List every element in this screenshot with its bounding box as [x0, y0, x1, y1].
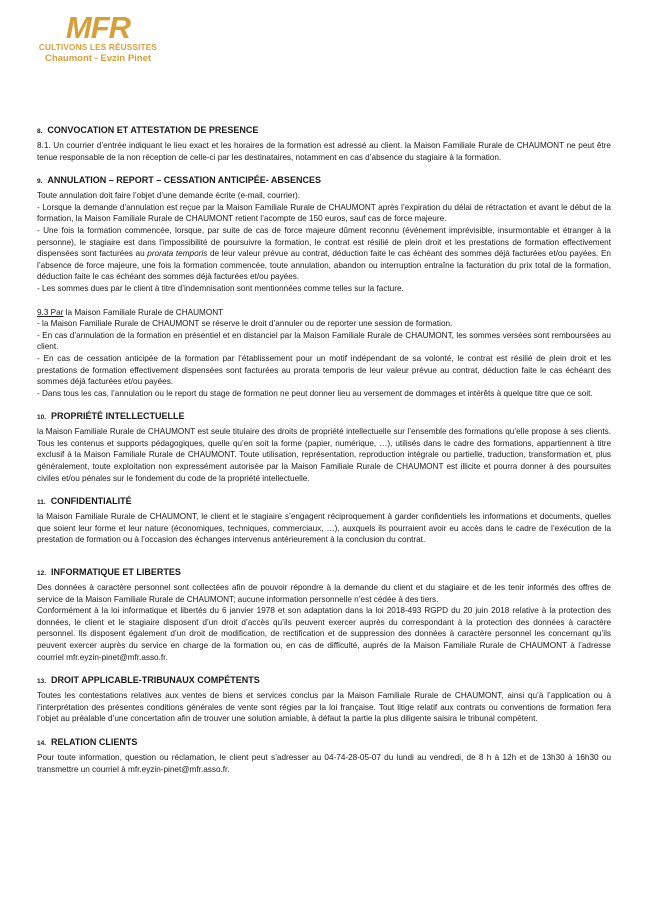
section-heading: RELATION CLIENTS: [51, 736, 138, 747]
text-run: - Une fois la formation commencée, lorsque, par suite de cas de force majeure dûment reconnu (événement imprévisible, insurmontable et étranger à la personne), le stagiaire est dans l’impossibilité de poursuivre la formation, le contrat est résilié de plein droit et les prestations de formation effectivement dispensées sont facturées au: [37, 225, 611, 259]
subsection-heading: la Maison Familiale Rurale de CHAUMONT: [63, 307, 224, 317]
section-heading: PROPRIÉTÉ INTELLECTUELLE: [51, 411, 185, 422]
paragraph: Des données à caractère personnel sont collectées afin de pouvoir répondre à la demande du client et du stagiaire et de les tenir informés des offres de service de la Maison Familiale Rurale de CHAUMONT; aucune information personnelle n’est cédée à des tiers.: [37, 583, 611, 604]
section-title: [37, 124, 611, 138]
paragraph: - En cas de cessation anticipée de la formation par l’établissement pour un motif indépendant de sa volonté, le contrat est résilié de plein droit et les prestations de formation effectivement dispensées sont facturées au prorata temporis de leur valeur prévue au contrat, déduction faite le cas échéant des sommes déjà facturées et/ou payées.: [37, 353, 611, 387]
section-confidentialite: [37, 495, 611, 546]
paragraph: Pour toute information, question ou réclamation, le client peut s’adresser au 04-74-28-05-07 du lundi au vendredi, de 8 h à 12h et de 13h30 à 16h30 ou transmettre un courriel à mfr.eyzin-pinet@mfr.asso.fr.: [37, 752, 611, 774]
subsection-number: 9.3 Par: [37, 307, 64, 317]
section-heading: INFORMATIQUE ET LIBERTES: [51, 567, 181, 578]
paragraph: - Lorsque la demande d’annulation est reçue par la Maison Familiale Rurale de CHAUMONT après l’expiration du délai de rétractation et avant le début de la formation, la Maison Familiale Rurale de CHAUMONT retient l’acompte de 150 euros, sauf cas de force majeure.: [37, 202, 611, 224]
logo-slogan: CULTIVONS LES RÉUSSITES: [38, 43, 158, 52]
section-heading: CONFIDENTIALITÉ: [50, 496, 132, 507]
section-number: 12.: [37, 570, 47, 578]
text-run: de leur valeur prévue au contrat, déduction faite le cas échéant des sommes déjà facturées et/ou payées. En l’absence de force majeure, une fois la formation commencée, toute annulation, abandon ou interruption entraîne la facturation du prix total de la formation, déduction faite le cas échéant des sommes déjà facturées et/ou payées.: [37, 249, 611, 282]
paragraph: - Les sommes dues par le client à titre d’indemnisation sont mentionnées comme telles sur la facture.: [37, 283, 404, 293]
section-relation-clients: [37, 736, 611, 775]
paragraph: [37, 225, 611, 283]
paragraph: Toutes les contestations relatives aux ventes de biens et services conclus par la Maison Familiale Rurale de CHAUMONT, ainsi qu’à l’application ou à l’interprétation des présentes conditions générales de vente sont régies par la loi française. Tout litige relatif aux contrats ou conventions de formation fera l’objet au préalable d’une concertation afin de trouver une solution amiable, à défaut la partie la plus diligente saisira le tribunal compétent.: [37, 691, 611, 724]
logo-site-name: Chaumont - Evzin Pinet: [44, 53, 152, 64]
section-droit-applicable: [37, 674, 611, 725]
paragraph: Toute annulation doit faire l’objet d’une demande écrite (e-mail, courrier).: [37, 191, 301, 201]
paragraph: la Maison Familiale Rurale de CHAUMONT est seule titulaire des droits de propriété intellectuelle sur l’ensemble des formations qu’elle propose à ses clients. Tous les contenus et supports pédagogiques, quelle qu’en soit la forme (papier, numérique, …), utilisés dans le cadre des formations, appartiennent à titre exclusif à la Maison Familiale Rurale de CHAUMONT. Toute utilisation, représentation, reproduction intégrale ou partielle, traduction, transformation et, plus généralement, toute exploitation non expressément autorisée par la Maison Familiale Rurale de CHAUMONT est illicite et pourra donner à des poursuites civiles et/ou pénales sur le fondement du code de la propriété intellectuelle.: [37, 427, 611, 483]
paragraph: Conformément à la loi informatique et libertés du 6 janvier 1978 et son adaptation dans la loi 2018-493 RGPD du 20 juin 2018 relative à la protection des données, le client et le stagiaire disposent d’un droit d’accès qu’ils peuvent exercer auprès du correspondant à la protection des données à caractère personnel. Ils disposent également d’un droit de modification, de rectification et de suppression des données à caractère personnel les concernant qu’ils peuvent exercer auprès du service en charge de la formation ou, en cas de difficulté, auprès de la Maison Familiale Rurale de CHAUMONT à l’adresse courriel mfr.eyzin-pinet@mfr.asso.fr.: [37, 606, 611, 662]
paragraph: - En cas d’annulation de la formation en présentiel et en distanciel par la Maison Familiale Rurale de CHAUMONT, les sommes versées sont remboursées au client.: [37, 330, 611, 352]
section-annulation: [37, 174, 611, 399]
section-number: 14.: [37, 739, 47, 747]
mfr-logo: [36, 10, 160, 64]
section-number: 9.: [37, 178, 43, 186]
section-title: [37, 674, 611, 688]
section-informatique: [37, 566, 611, 663]
section-number: 8.: [37, 128, 43, 135]
document-body: [37, 124, 611, 786]
section-propriete: [37, 410, 611, 484]
section-title: [37, 495, 611, 509]
subsection-title: [37, 307, 611, 319]
section-title: [37, 566, 611, 580]
section-heading: DROIT APPLICABLE-TRIBUNAUX COMPÉTENTS: [51, 675, 260, 686]
logo-mark: MFR: [65, 10, 131, 45]
paragraph: - Dans tous les cas, l’annulation ou le report du stage de formation ne peut donner lieu au versement de dommages et intérêts à quelque titre que ce soit.: [37, 388, 593, 398]
section-number: 13.: [37, 678, 47, 686]
emphasis-text: prorata temporis: [147, 249, 208, 259]
section-convocation: [37, 124, 611, 163]
paragraph: - la Maison Familiale Rurale de CHAUMONT se réserve le droit d’annuler ou de reporter une session de formation.: [37, 319, 453, 329]
section-number: 10.: [37, 414, 47, 422]
section-heading: ANNULATION – REPORT – CESSATION ANTICIPÉE- ABSENCES: [47, 175, 321, 186]
section-title: [37, 410, 611, 424]
paragraph: 8.1. Un courrier d’entrée indiquant le lieu exact et les horaires de la formation est adressé au client. la Maison Familiale Rurale de CHAUMONT ne peut être tenue responsable de la non réception de celle-ci par les destinataires, notamment en cas d’absence du stagiaire à la formation.: [37, 141, 611, 162]
section-number: 11.: [37, 499, 46, 507]
paragraph: la Maison Familiale Rurale de CHAUMONT, le client et le stagiaire s’engagent réciproquement à garder confidentiels les informations et documents, quelles que soient leur forme et leur nature (économiques, techniques, commerciaux, …), auxquels ils pourraient avoir eu accès dans le cadre de l’exécution de la prestation de formation ou à l’occasion des échanges intervenus antérieurement à la conclusion du contrat.: [37, 512, 611, 545]
section-title: [37, 174, 611, 188]
section-heading: CONVOCATION ET ATTESTATION DE PRESENCE: [47, 125, 259, 135]
section-title: [37, 736, 611, 750]
